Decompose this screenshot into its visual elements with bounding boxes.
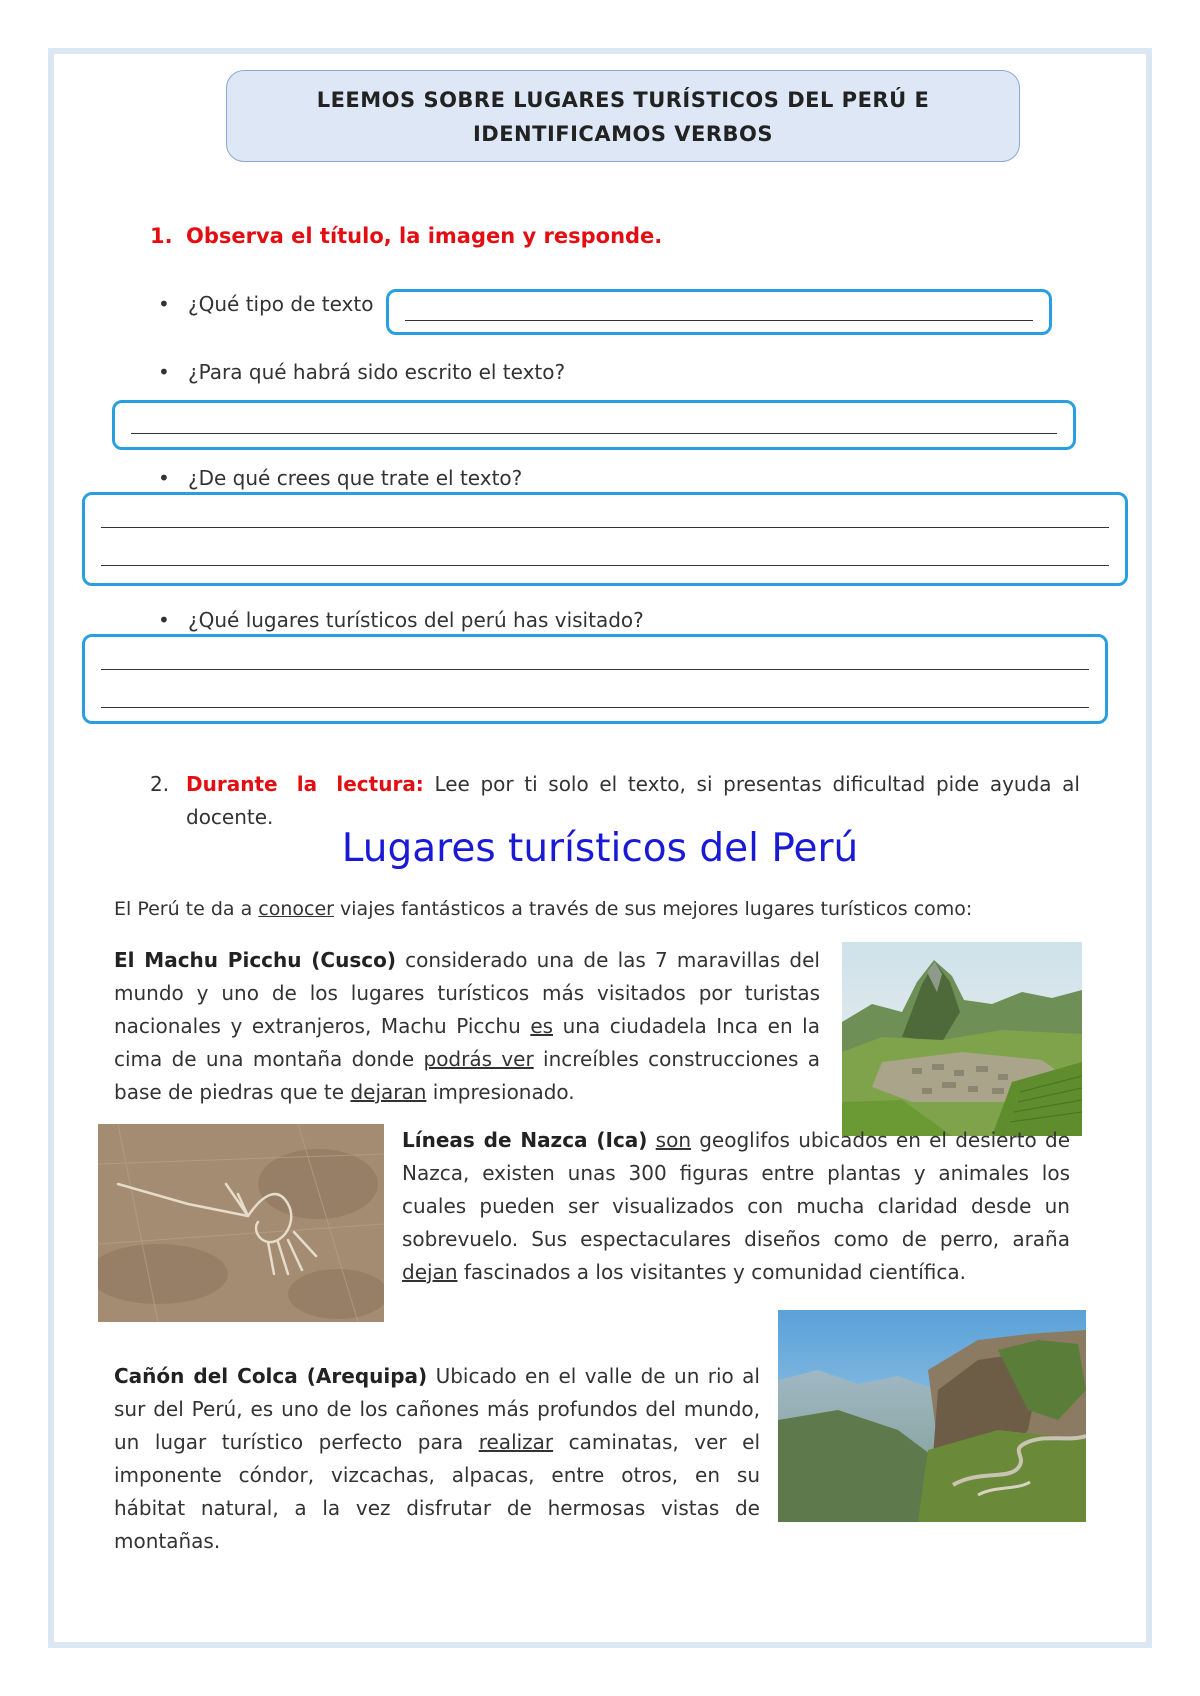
nazca-name: Líneas de Nazca (Ica) bbox=[402, 1128, 648, 1152]
question-2-number: 2. bbox=[150, 772, 170, 796]
answer-box-purpose[interactable] bbox=[112, 400, 1076, 450]
answer-line bbox=[101, 565, 1109, 566]
question-1-text: Observa el título, la imagen y responde. bbox=[186, 224, 663, 248]
nazca-lines-image bbox=[98, 1124, 384, 1322]
question-2-text: Lee por ti solo el texto, si presentas dificultad pide ayuda al docente. bbox=[186, 772, 1080, 829]
machu-picchu-paragraph: El Machu Picchu (Cusco) considerado una de las 7 maravillas del mundo y uno de los lugares turísticos más visitados por turistas nacionales y extranjeros, Machu Picchu es una ciudadela Inca en la cima de una montaña donde podrás ver increíbles construcciones a base de piedras que te dejaran impresionado. bbox=[114, 948, 820, 1104]
bullet-text-type bbox=[158, 292, 374, 316]
bullet-topic bbox=[158, 466, 523, 490]
nazca-paragraph: Líneas de Nazca (Ica) son geoglifos ubicados en el desierto de Nazca, existen unas 300 figuras entre plantas y animales los cuales pueden ser visualizados con mucha claridad desde un sobrevuelo. Sus espectaculares diseños como de perro, araña dejan fascinados a los visitantes y comunidad científica. bbox=[402, 1128, 1071, 1284]
title-line-2: IDENTIFICAMOS VERBOS bbox=[472, 122, 774, 146]
reading-title: Lugares turísticos del Perú bbox=[341, 826, 859, 871]
machu-picchu-image bbox=[842, 942, 1082, 1136]
answer-line bbox=[101, 707, 1089, 708]
bullet-label: ¿Para qué habrá sido escrito el texto? bbox=[188, 360, 566, 384]
question-2-lead: Durante la lectura: bbox=[186, 772, 424, 796]
answer-box-topic[interactable] bbox=[82, 492, 1128, 586]
answer-box-visited[interactable] bbox=[82, 634, 1108, 724]
bullet-icon: • bbox=[158, 292, 170, 316]
bullet-visited bbox=[158, 608, 644, 632]
answer-line bbox=[101, 669, 1089, 670]
machu-picchu-name: El Machu Picchu (Cusco) bbox=[114, 948, 396, 972]
question-1-number: 1. bbox=[150, 224, 173, 248]
colca-name: Cañón del Colca (Arequipa) bbox=[114, 1364, 428, 1388]
colca-canyon-image bbox=[778, 1310, 1086, 1522]
bullet-icon: • bbox=[158, 360, 170, 384]
answer-line bbox=[131, 433, 1057, 434]
colca-paragraph: Cañón del Colca (Arequipa) Ubicado en el valle de un rio al sur del Perú, es uno de los cañones más profundos del mundo, un lugar turístico perfecto para realizar caminatas, ver el imponente cóndor, vizcachas, alpacas, entre otros, en su hábitat natural, a la vez disfrutar de hermosas vistas de montañas. bbox=[114, 1364, 760, 1553]
bullet-purpose bbox=[158, 360, 566, 384]
worksheet-title bbox=[226, 70, 1020, 162]
bullet-icon: • bbox=[158, 608, 170, 632]
bullet-label: ¿Qué lugares turísticos del perú has visitado? bbox=[188, 608, 644, 632]
reading-intro: El Perú te da a conocer viajes fantásticos a través de sus mejores lugares turísticos como: bbox=[114, 898, 973, 920]
answer-line bbox=[101, 527, 1109, 528]
question-2 bbox=[150, 768, 1080, 834]
answer-line bbox=[405, 320, 1033, 321]
answer-box-text-type[interactable] bbox=[386, 289, 1052, 335]
title-line-1: LEEMOS SOBRE LUGARES TURÍSTICOS DEL PERÚ E bbox=[316, 88, 930, 112]
bullet-label: ¿Qué tipo de texto bbox=[188, 292, 374, 316]
question-1 bbox=[150, 224, 662, 248]
bullet-label: ¿De qué crees que trate el texto? bbox=[188, 466, 523, 490]
bullet-icon: • bbox=[158, 466, 170, 490]
